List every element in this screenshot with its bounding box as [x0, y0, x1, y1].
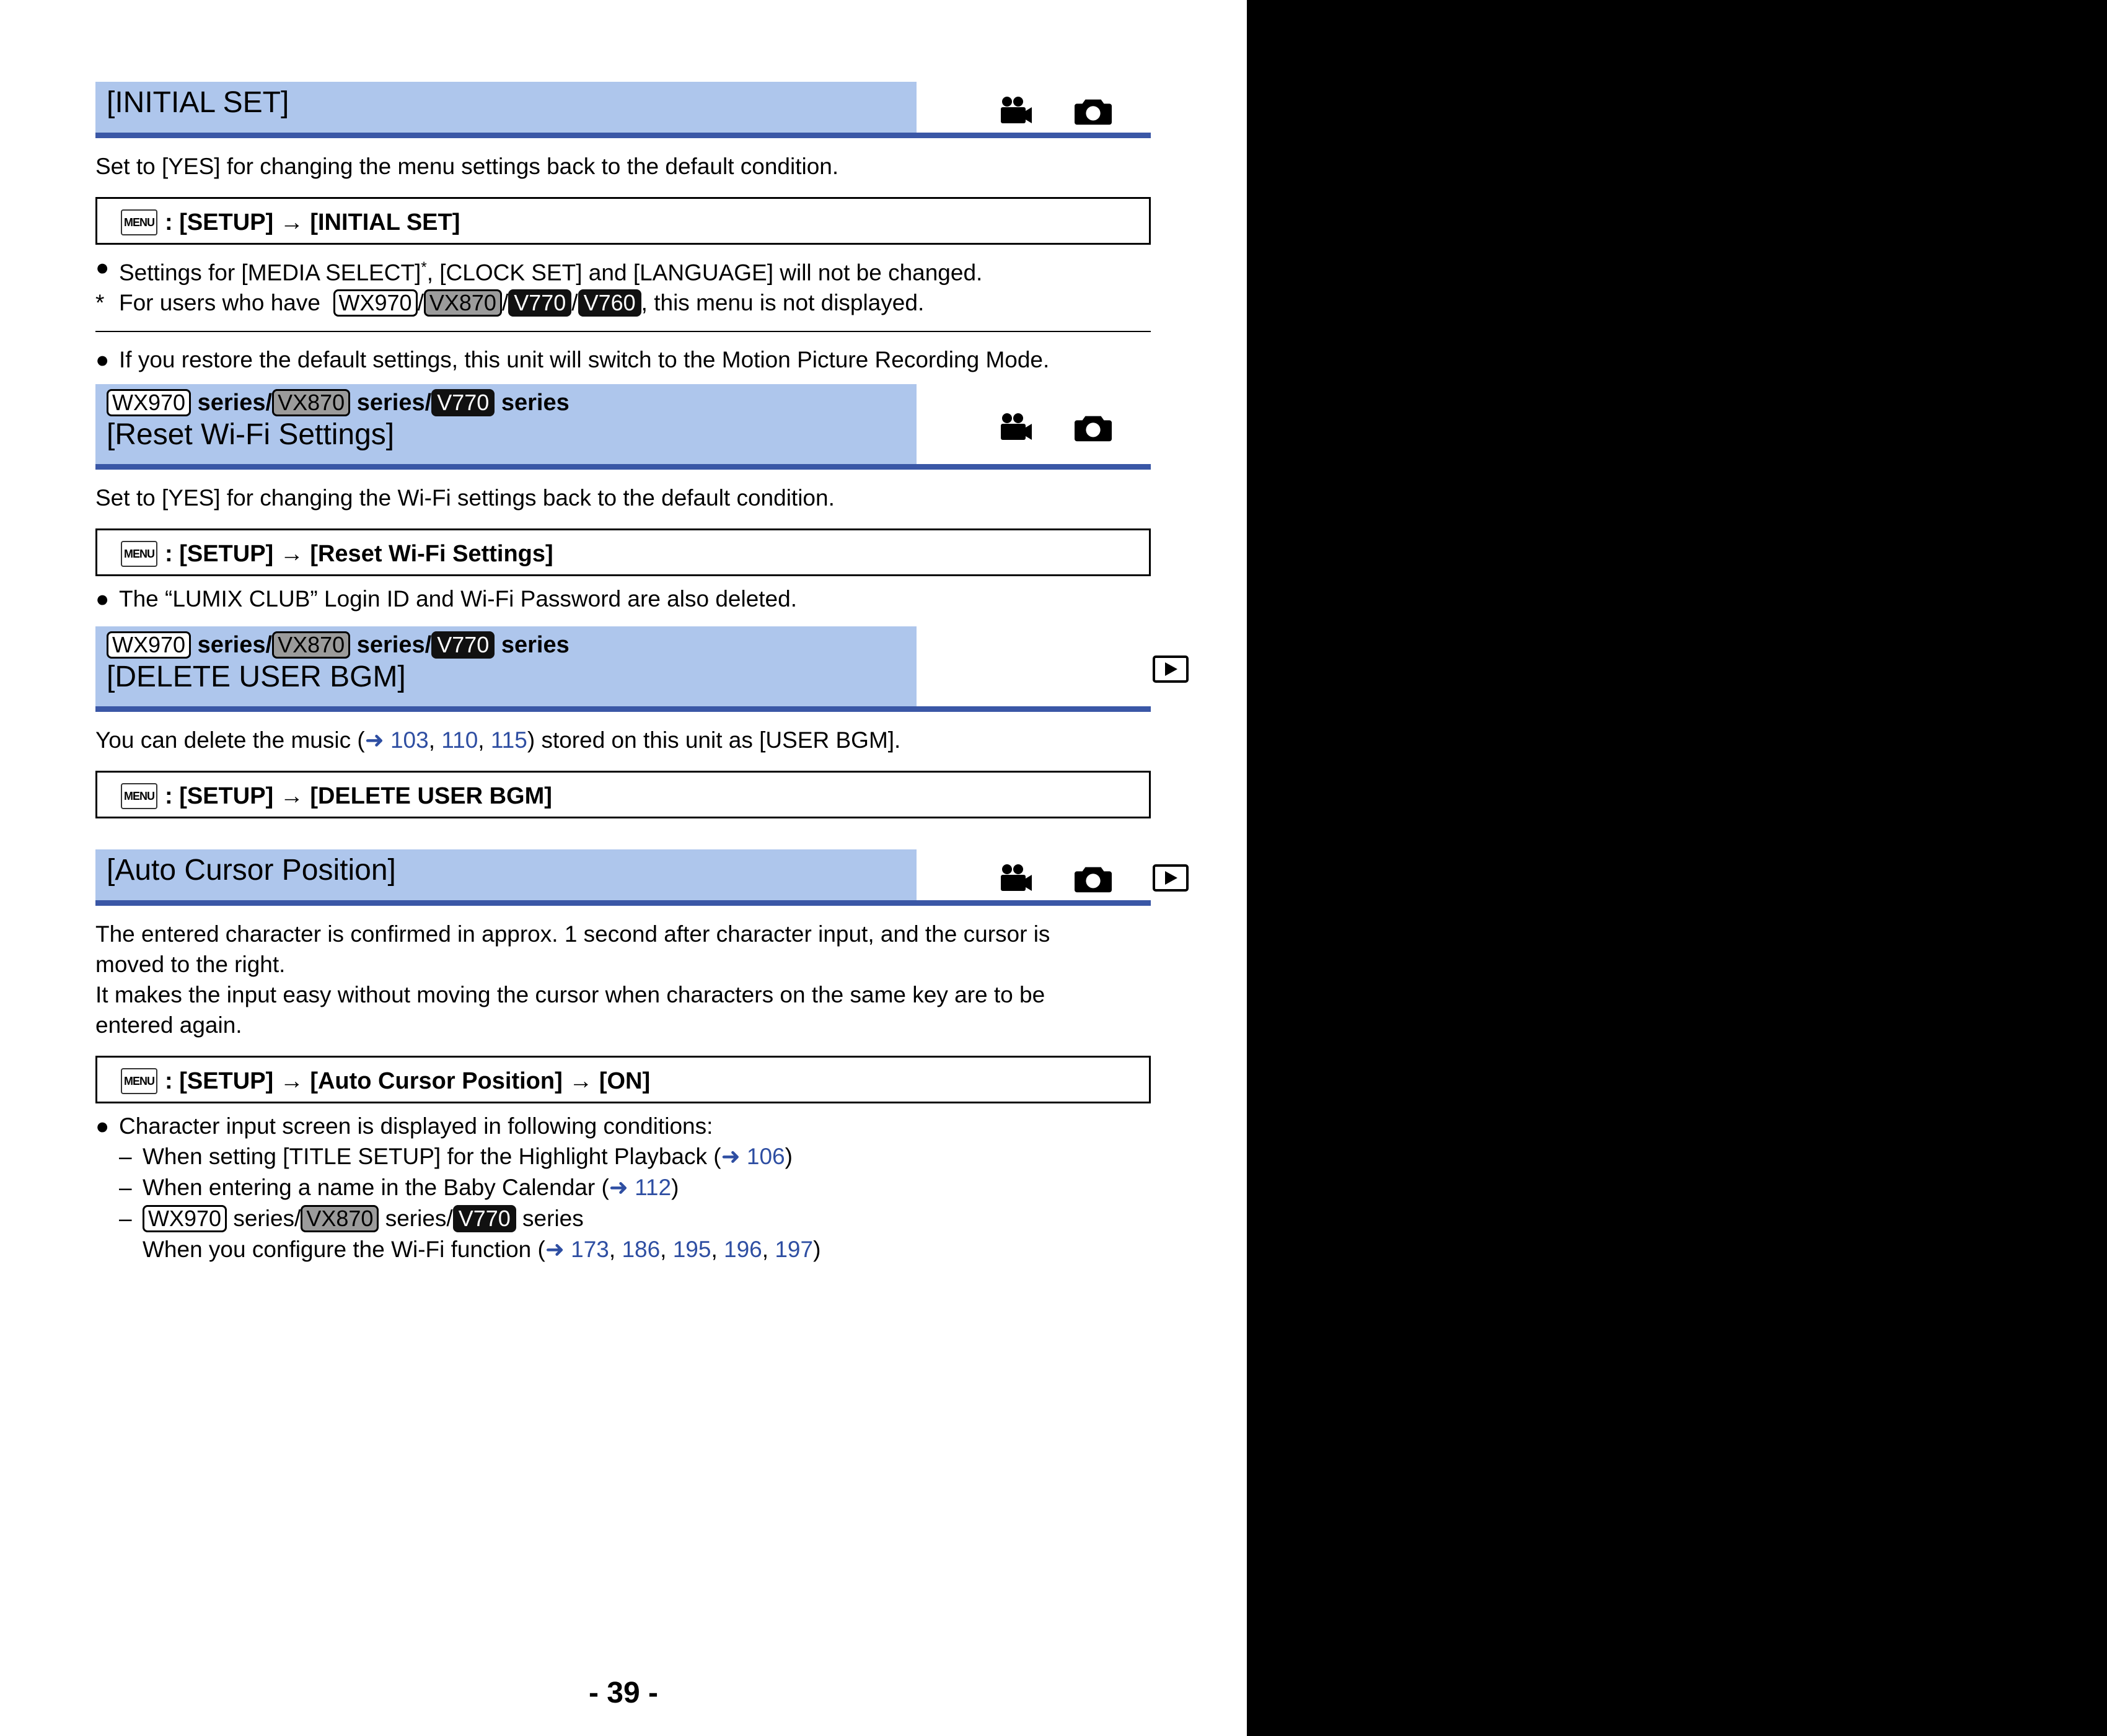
- auto-cursor-title: [Auto Cursor Position]: [107, 854, 396, 887]
- desc-text-part: You can delete the music (: [95, 727, 365, 753]
- desc-line: The entered character is confirmed in approx. 1 second after character input, and the cursor is: [95, 921, 1050, 947]
- condition-item: [95, 1172, 1151, 1203]
- condition-item: [95, 1141, 1151, 1172]
- reset-wifi-title-bar: [95, 384, 917, 470]
- initial-set-description: Set to [YES] for changing the menu settings back to the default condition.: [95, 154, 839, 179]
- series-word: series: [233, 1206, 295, 1232]
- reset-wifi-menu-path: [95, 528, 1151, 576]
- playback-icon: [1152, 654, 1189, 685]
- page-link[interactable]: 186: [622, 1237, 661, 1263]
- slash: /: [424, 632, 432, 659]
- initial-set-title: [INITIAL SET]: [107, 86, 289, 119]
- note-asterisk: *: [421, 259, 427, 276]
- note-text-part: , [CLOCK SET] and [LANGUAGE] will not be changed.: [426, 260, 983, 286]
- model-tag: WX970: [143, 1205, 227, 1232]
- reset-wifi-series: [107, 389, 905, 416]
- slash: /: [501, 290, 509, 316]
- auto-cursor-description: [95, 919, 1151, 1040]
- series-word: series: [356, 390, 425, 416]
- model-tag: V770: [431, 631, 495, 659]
- page-link[interactable]: 196: [724, 1237, 762, 1263]
- menu-key-icon: MENU: [121, 209, 157, 235]
- reset-wifi-header: [95, 384, 1151, 470]
- menu-key-icon: MENU: [121, 1068, 157, 1094]
- footnote-text-part: For users who have: [119, 290, 320, 316]
- arrow-icon: ➜: [609, 1175, 628, 1201]
- menu-key-icon: MENU: [121, 541, 157, 567]
- model-tag: VX870: [272, 631, 350, 659]
- comma: ,: [609, 1237, 622, 1263]
- condition-item-continued: [95, 1234, 1151, 1265]
- initial-set-header: [95, 82, 1151, 138]
- auto-cursor-menu-path: [95, 1056, 1151, 1103]
- slash: /: [417, 290, 424, 316]
- restore-note-text: If you restore the default settings, this unit will switch to the Motion Picture Recording Mode.: [119, 347, 1050, 373]
- dash: –: [119, 1175, 132, 1201]
- page-link[interactable]: 197: [775, 1237, 814, 1263]
- delete-bgm-mode-icons: [917, 626, 1151, 712]
- desc-line: entered again.: [95, 1012, 242, 1038]
- desc-line: It makes the input easy without moving the cursor when characters on the same key are to be: [95, 982, 1045, 1008]
- dash: –: [119, 1144, 132, 1170]
- still-camera-icon: [1075, 862, 1112, 893]
- slash: /: [446, 1206, 453, 1232]
- initial-set-menu-path: [95, 197, 1151, 245]
- menu-path-text: : [SETUP] → [Reset Wi-Fi Settings]: [165, 541, 553, 568]
- page-link[interactable]: 115: [490, 727, 527, 753]
- still-camera-icon: [1075, 411, 1112, 442]
- footnote-text: [119, 287, 924, 318]
- comma: ,: [660, 1237, 673, 1263]
- menu-path-text: : [SETUP] → [Auto Cursor Position] → [ON]: [165, 1068, 651, 1095]
- model-tag: WX970: [107, 389, 191, 416]
- page-link[interactable]: 195: [672, 1237, 711, 1263]
- series-word: series: [501, 632, 570, 659]
- slash: /: [571, 290, 578, 316]
- model-tag: V760: [578, 289, 641, 317]
- series-word: series: [385, 1206, 447, 1232]
- arrow-icon: ➜: [721, 1144, 741, 1170]
- movie-camera-icon: [997, 862, 1034, 893]
- series-word: series: [197, 632, 266, 659]
- bullet-icon: ●: [95, 586, 110, 612]
- condition-text: When you configure the Wi-Fi function (: [143, 1237, 545, 1263]
- restore-note: [95, 344, 1151, 375]
- initial-set-note: [95, 252, 1151, 287]
- model-tag: VX870: [424, 289, 502, 317]
- auto-cursor-note: [95, 1111, 1151, 1141]
- comma: ,: [711, 1237, 724, 1263]
- initial-set-mode-icons: [917, 82, 1151, 138]
- close-paren: ): [813, 1237, 821, 1263]
- model-tag: VX870: [301, 1205, 379, 1232]
- bullet-icon: ●: [95, 255, 110, 280]
- arrow-icon: ➜: [364, 727, 384, 753]
- arrow-icon: ➜: [545, 1237, 565, 1263]
- note-text-part: Settings for [MEDIA SELECT]: [119, 260, 421, 286]
- initial-set-title-bar: [95, 82, 917, 138]
- footnote-text-part: , this menu is not displayed.: [641, 290, 925, 316]
- auto-cursor-note-text: Character input screen is displayed in following conditions:: [119, 1113, 713, 1139]
- delete-bgm-header: [95, 626, 1151, 712]
- delete-bgm-title-bar: [95, 626, 917, 712]
- reset-wifi-note-text: The “LUMIX CLUB” Login ID and Wi-Fi Password are also deleted.: [119, 586, 797, 612]
- delete-bgm-series: [107, 631, 905, 659]
- reset-wifi-title: [Reset Wi-Fi Settings]: [107, 418, 395, 452]
- movie-camera-icon: [997, 95, 1034, 126]
- auto-cursor-header: [95, 849, 1151, 906]
- delete-bgm-menu-path: [95, 771, 1151, 818]
- desc-text-part: ) stored on this unit as [USER BGM].: [527, 727, 901, 753]
- model-tag: V770: [453, 1205, 516, 1232]
- condition-item: [95, 1203, 1151, 1234]
- comma: ,: [428, 727, 442, 753]
- close-paren: ): [671, 1175, 679, 1201]
- page-link[interactable]: 173: [571, 1237, 609, 1263]
- desc-line: moved to the right.: [95, 952, 286, 978]
- series-word: series: [522, 1206, 584, 1232]
- menu-path-text: : [SETUP] → [DELETE USER BGM]: [165, 783, 552, 810]
- menu-path-text: : [SETUP] → [INITIAL SET]: [165, 209, 460, 235]
- model-tag: WX970: [107, 631, 191, 659]
- slash: /: [265, 632, 273, 659]
- footnote-mark: *: [95, 290, 105, 316]
- auto-cursor-title-bar: [95, 849, 917, 906]
- delete-bgm-description: [95, 725, 1151, 755]
- slash: /: [294, 1206, 301, 1232]
- reset-wifi-mode-icons: [917, 384, 1151, 470]
- series-word: series: [501, 390, 570, 416]
- playback-icon: [1152, 862, 1189, 893]
- comma: ,: [478, 727, 491, 753]
- condition-text: When setting [TITLE SETUP] for the Highlight Playback (: [143, 1144, 721, 1170]
- close-paren: ): [785, 1144, 793, 1170]
- model-tag: V770: [431, 389, 495, 416]
- menu-key-icon: MENU: [121, 783, 157, 809]
- still-camera-icon: [1075, 95, 1112, 126]
- page-link[interactable]: 110: [441, 727, 478, 753]
- slash: /: [424, 390, 432, 416]
- model-tag: WX970: [333, 289, 418, 317]
- reset-wifi-note: [95, 584, 1151, 614]
- page-link[interactable]: 103: [390, 727, 429, 753]
- series-word: series: [197, 390, 266, 416]
- slash: /: [265, 390, 273, 416]
- page-link[interactable]: 112: [635, 1175, 672, 1201]
- model-tag: V770: [508, 289, 571, 317]
- reset-wifi-description: Set to [YES] for changing the Wi-Fi settings back to the default condition.: [95, 485, 835, 511]
- delete-bgm-title: [DELETE USER BGM]: [107, 660, 406, 694]
- movie-camera-icon: [997, 411, 1034, 442]
- bullet-icon: ●: [95, 347, 110, 373]
- auto-cursor-mode-icons: [917, 849, 1151, 906]
- dash: –: [119, 1206, 132, 1232]
- page-link[interactable]: 106: [746, 1144, 785, 1170]
- page-content: [95, 82, 1151, 1265]
- page-number: - 39 -: [588, 1677, 659, 1709]
- comma: ,: [762, 1237, 775, 1263]
- initial-set-note-text: [119, 252, 982, 287]
- series-word: series: [356, 632, 425, 659]
- model-tag: VX870: [272, 389, 350, 416]
- condition-text: When entering a name in the Baby Calendar (: [143, 1175, 609, 1201]
- divider: [95, 331, 1151, 332]
- initial-set-footnote: [95, 287, 1151, 318]
- bullet-icon: ●: [95, 1113, 110, 1139]
